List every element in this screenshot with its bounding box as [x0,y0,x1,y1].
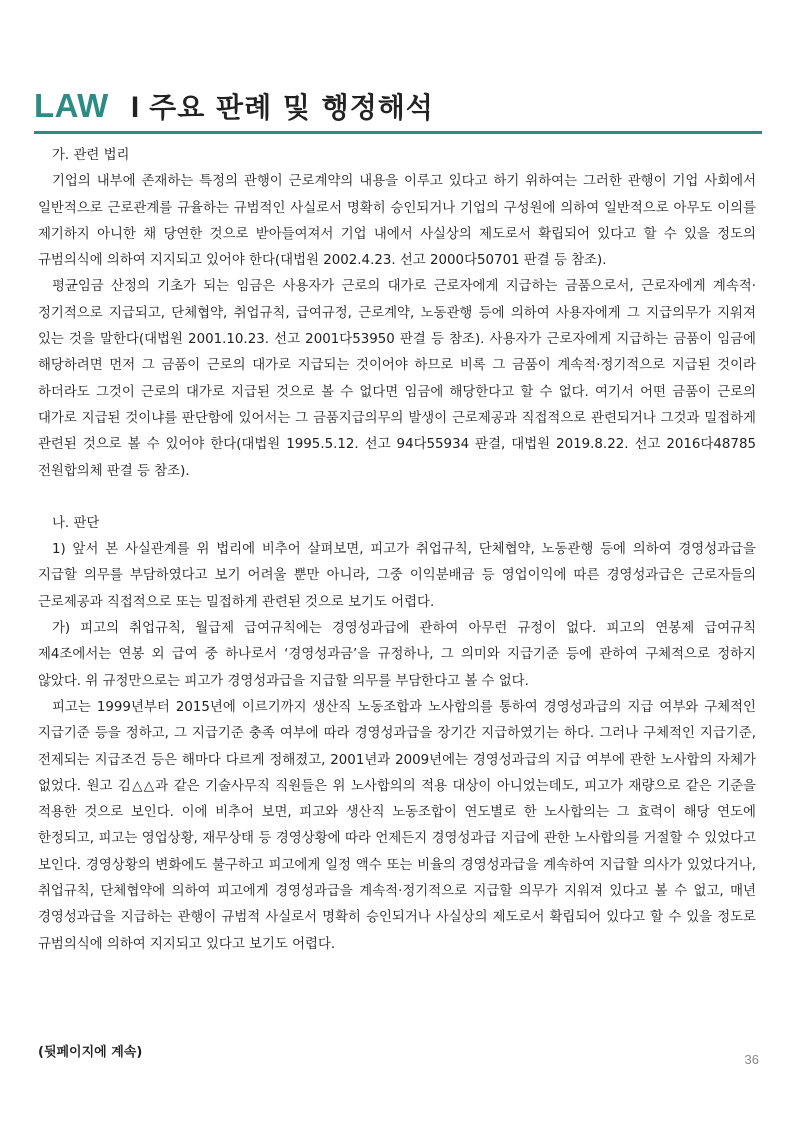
paragraph: 1) 앞서 본 사실관계를 위 법리에 비추어 살펴보면, 피고가 취업규칙, 단체협약, 노동관행 등에 의하여 경영성과급을 지급할 의무를 부담하였다고 보기 어려울 뿐만 아니라, 그중 이익분배금 등 영업이익에 따른 경영성과급은 근로자들의 근로제공과 직접적으로 또는 밀접하게 관련된 것으로 보기도 어렵다. [38,542,756,610]
paragraph: 평균임금 산정의 기초가 되는 임금은 사용자가 근로의 대가로 근로자에게 지급하는 금품으로서, 근로자에게 계속적·정기적으로 지급되고, 단체협약, 취업규칙, 급여규정, 근로계약, 노동관행 등에 의하여 사용자에게 그 지급의무가 지워져 있는 것을 말한다(대법원 2001.10.23. 선고 2001다53950 판결 등 참조). 사용자가 근로자에게 지급하는 금품이 임금에 해당하려면 먼저 그 금품이 근로의 대가로 지급되는 것이어야 하므로 비록 그 금품이 계속적·정기적으로 지급된 것이라 하더라도 그것이 근로의 대가로 지급된 것으로 볼 수 없다면 임금에 해당한다고 할 수 없다. 여기서 어떤 금품이 근로의 대가로 지급된 것이냐를 판단함에 있어서는 그 금품지급의무의 발생이 근로제공과 직접적으로 관련되거나 그것과 밀접하게 관련된 것으로 볼 수 있어야 한다(대법원 1995.5.12. 선고 94다55934 판결, 대법원 2019.8.22. 선고 2016다48785 전원합의체 판결 등 참조). [38,279,756,479]
header-separator: I [130,91,140,124]
document-body [38,143,756,958]
page-title: 주요 판례 및 행정해석 [149,91,434,124]
section-heading: 가. 관련 법리 [52,148,130,163]
page-number: 36 [744,1052,759,1067]
page-header [34,86,762,126]
paragraph: 가) 피고의 취업규칙, 월급제 급여규칙에는 경영성과급에 관하여 아무런 규정이 없다. 피고의 연봉제 급여규칙 제4조에서는 연봉 외 급여 중 하나로서 ‘경영성과금’을 규정하나, 그 의미와 지급기준 등에 관하여 구체적으로 정하지 않았다. 위 규정만으로는 피고가 경영성과급을 지급할 의무를 부담한다고 볼 수 없다. [38,621,756,689]
header-rule [34,131,762,134]
paragraph-gap [38,485,756,511]
law-label: LAW [34,87,109,124]
section-heading: 나. 판단 [52,515,100,531]
continued-note: (뒷페이지에 계속) [38,1045,143,1060]
paragraph: 피고는 1999년부터 2015년에 이르기까지 생산직 노동조합과 노사합의를 통하여 경영성과급의 지급 여부와 구체적인 지급기준 등을 정하고, 그 지급기준 충족 여부에 따라 경영성과급을 장기간 지급하였기는 하다. 그러나 구체적인 지급기준, 전제되는 지급조건 등은 해마다 다르게 정해졌고, 2001년과 2009년에는 경영성과급의 지급 여부에 관한 노사합의 자체가 없었다. 원고 김△△과 같은 기술사무직 직원들은 위 노사합의의 적용 대상이 아니었는데도, 피고가 재량으로 같은 기준을 적용한 것으로 보인다. 이에 비추어 보면, 피고와 생산직 노동조합이 연도별로 한 노사합의는 그 효력이 해당 연도에 한정되고, 피고는 영업상황, 재무상태 등 경영상황에 따라 언제든지 경영성과급 지급에 관한 노사합의를 거절할 수 있었다고 보인다. 경영상황의 변화에도 불구하고 피고에게 일정 액수 또는 비율의 경영성과급을 계속하여 지급할 의사가 있었다거나, 취업규칙, 단체협약에 의하여 피고에게 경영성과급을 계속적·정기적으로 지급할 의무가 지워져 있다고 볼 수 없고, 매년 경영성과급을 지급하는 관행이 규범적 사실로서 명확히 승인되거나 사실상의 제도로서 확립되어 있다고 할 수 있을 정도로 규범의식에 의하여 지지되고 있다고 보기도 어렵다. [38,699,756,952]
paragraph: 기업의 내부에 존재하는 특정의 관행이 근로계약의 내용을 이루고 있다고 하기 위하여는 그러한 관행이 기업 사회에서 일반적으로 근로관계를 규율하는 규범적인 사실로서 명확히 승인되거나 기업의 구성원에 의하여 일반적으로 아무도 이의를 제기하지 아니한 채 당연한 것으로 받아들여져서 기업 내에서 사실상의 제도로서 확립되어 있다고 할 수 있을 정도의 규범의식에 의하여 지지되고 있어야 한다(대법원 2002.4.23. 선고 2000다50701 판결 등 참조). [38,174,756,269]
